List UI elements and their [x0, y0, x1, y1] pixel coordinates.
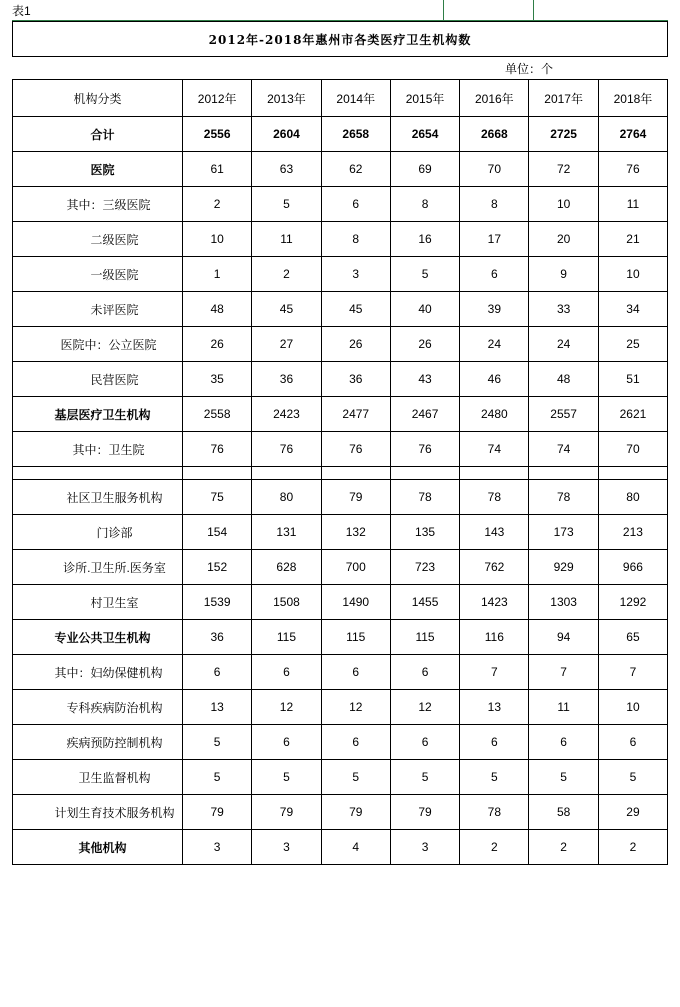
row-value: 11 [252, 222, 321, 257]
column-header-2: 2013年 [252, 80, 321, 117]
row-value: 26 [183, 327, 252, 362]
row-value: 2 [252, 257, 321, 292]
row-label: 门诊部 [13, 515, 183, 550]
row-value: 1539 [183, 585, 252, 620]
row-value: 1303 [529, 585, 598, 620]
row-value: 966 [598, 550, 667, 585]
row-value: 2558 [183, 397, 252, 432]
row-value: 80 [252, 480, 321, 515]
row-value: 6 [390, 725, 459, 760]
row-value: 76 [390, 432, 459, 467]
row-value: 5 [598, 760, 667, 795]
row-value: 12 [390, 690, 459, 725]
row-value: 5 [183, 725, 252, 760]
row-label: 医院中：公立医院 [13, 327, 183, 362]
row-value: 2556 [183, 117, 252, 152]
column-header-4: 2015年 [390, 80, 459, 117]
row-value: 154 [183, 515, 252, 550]
table-row [13, 222, 668, 257]
table-row [13, 327, 668, 362]
row-value: 6 [390, 655, 459, 690]
row-label: 村卫生室 [13, 585, 183, 620]
row-label: 一级医院 [13, 257, 183, 292]
row-label: 计划生育技术服务机构 [13, 795, 183, 830]
unit-row-spacer [13, 57, 460, 80]
row-label: 其中：卫生院 [13, 432, 183, 467]
table-row [13, 117, 668, 152]
row-value: 2764 [598, 117, 667, 152]
row-value: 1423 [460, 585, 529, 620]
row-value: 24 [529, 327, 598, 362]
row-value: 10 [183, 222, 252, 257]
row-value: 2467 [390, 397, 459, 432]
row-value: 4 [321, 830, 390, 865]
row-value: 5 [390, 257, 459, 292]
row-value: 10 [598, 257, 667, 292]
table-row [13, 292, 668, 327]
row-value: 94 [529, 620, 598, 655]
row-value: 25 [598, 327, 667, 362]
row-value: 16 [390, 222, 459, 257]
row-label: 其中：三级医院 [13, 187, 183, 222]
table-row [13, 655, 668, 690]
row-value: 2477 [321, 397, 390, 432]
row-value: 2654 [390, 117, 459, 152]
row-value: 132 [321, 515, 390, 550]
page-title: 2012年-2018年惠州市各类医疗卫生机构数 [13, 22, 668, 57]
row-value: 6 [321, 187, 390, 222]
column-header-6: 2017年 [529, 80, 598, 117]
row-label: 其中：妇幼保健机构 [13, 655, 183, 690]
spacer-cell [321, 467, 390, 480]
row-label: 合计 [13, 117, 183, 152]
row-value: 48 [183, 292, 252, 327]
spacer-cell [598, 467, 667, 480]
row-value: 74 [529, 432, 598, 467]
row-value: 70 [598, 432, 667, 467]
row-label: 基层医疗卫生机构 [13, 397, 183, 432]
row-value: 2 [529, 830, 598, 865]
row-value: 69 [390, 152, 459, 187]
table-row [13, 152, 668, 187]
spacer-cell [529, 467, 598, 480]
row-value: 5 [390, 760, 459, 795]
unit-label: 单位：个 [504, 61, 553, 76]
row-value: 3 [183, 830, 252, 865]
table-header-row [13, 80, 668, 117]
row-value: 152 [183, 550, 252, 585]
row-value: 8 [460, 187, 529, 222]
row-value: 40 [390, 292, 459, 327]
row-value: 2557 [529, 397, 598, 432]
green-divider-right-tick [533, 0, 534, 21]
row-value: 10 [529, 187, 598, 222]
row-value: 700 [321, 550, 390, 585]
row-value: 5 [460, 760, 529, 795]
column-header-1: 2012年 [183, 80, 252, 117]
row-value: 2621 [598, 397, 667, 432]
row-value: 11 [598, 187, 667, 222]
row-value: 628 [252, 550, 321, 585]
row-value: 7 [460, 655, 529, 690]
row-value: 8 [321, 222, 390, 257]
row-value: 79 [252, 795, 321, 830]
row-value: 24 [460, 327, 529, 362]
table-row [13, 760, 668, 795]
row-value: 65 [598, 620, 667, 655]
row-value: 13 [183, 690, 252, 725]
row-value: 116 [460, 620, 529, 655]
table-row [13, 432, 668, 467]
row-value: 78 [390, 480, 459, 515]
row-label: 民营医院 [13, 362, 183, 397]
spacer-cell [183, 467, 252, 480]
row-value: 6 [321, 725, 390, 760]
table-row [13, 550, 668, 585]
row-label: 专业公共卫生机构 [13, 620, 183, 655]
table-row [13, 480, 668, 515]
table-row [13, 515, 668, 550]
row-value: 75 [183, 480, 252, 515]
row-value: 1490 [321, 585, 390, 620]
row-value: 135 [390, 515, 459, 550]
row-value: 76 [183, 432, 252, 467]
table-row [13, 690, 668, 725]
row-value: 36 [252, 362, 321, 397]
row-value: 2725 [529, 117, 598, 152]
row-value: 76 [598, 152, 667, 187]
column-header-7: 2018年 [598, 80, 667, 117]
row-value: 6 [460, 257, 529, 292]
row-value: 79 [321, 480, 390, 515]
unit-row [13, 57, 668, 80]
row-value: 35 [183, 362, 252, 397]
row-value: 2604 [252, 117, 321, 152]
row-value: 2 [460, 830, 529, 865]
row-value: 143 [460, 515, 529, 550]
row-value: 46 [460, 362, 529, 397]
table-row [13, 257, 668, 292]
row-value: 1 [183, 257, 252, 292]
row-value: 3 [321, 257, 390, 292]
row-value: 11 [529, 690, 598, 725]
row-value: 6 [252, 655, 321, 690]
row-value: 115 [321, 620, 390, 655]
table-row [13, 830, 668, 865]
spacer-cell [13, 467, 183, 480]
row-value: 6 [183, 655, 252, 690]
row-label: 专科疾病防治机构 [13, 690, 183, 725]
row-value: 12 [321, 690, 390, 725]
row-value: 5 [252, 187, 321, 222]
row-value: 72 [529, 152, 598, 187]
row-value: 26 [321, 327, 390, 362]
green-divider-left-tick [443, 0, 444, 21]
row-value: 1292 [598, 585, 667, 620]
row-label: 未评医院 [13, 292, 183, 327]
row-value: 2423 [252, 397, 321, 432]
row-value: 5 [529, 760, 598, 795]
row-value: 7 [529, 655, 598, 690]
row-value: 79 [390, 795, 459, 830]
row-value: 173 [529, 515, 598, 550]
row-value: 12 [252, 690, 321, 725]
table-row [13, 397, 668, 432]
row-value: 48 [529, 362, 598, 397]
row-value: 36 [321, 362, 390, 397]
row-value: 39 [460, 292, 529, 327]
row-value: 76 [252, 432, 321, 467]
table-spacer-row [13, 467, 668, 480]
table-row [13, 620, 668, 655]
row-value: 61 [183, 152, 252, 187]
row-value: 45 [321, 292, 390, 327]
unit-row-spacer-right [598, 57, 667, 80]
row-value: 29 [598, 795, 667, 830]
row-value: 17 [460, 222, 529, 257]
row-value: 74 [460, 432, 529, 467]
row-value: 79 [183, 795, 252, 830]
row-value: 51 [598, 362, 667, 397]
row-value: 2668 [460, 117, 529, 152]
row-value: 78 [460, 795, 529, 830]
row-value: 213 [598, 515, 667, 550]
row-label: 其他机构 [13, 830, 183, 865]
table-row [13, 795, 668, 830]
row-label: 疾病预防控制机构 [13, 725, 183, 760]
table-number-label: 表1 [12, 4, 31, 18]
column-header-0: 机构分类 [13, 80, 183, 117]
spacer-cell [390, 467, 459, 480]
row-value: 21 [598, 222, 667, 257]
row-value: 26 [390, 327, 459, 362]
row-value: 6 [460, 725, 529, 760]
row-value: 10 [598, 690, 667, 725]
table-row [13, 187, 668, 222]
row-value: 33 [529, 292, 598, 327]
row-value: 6 [252, 725, 321, 760]
table-row [13, 362, 668, 397]
row-value: 7 [598, 655, 667, 690]
row-value: 34 [598, 292, 667, 327]
row-value: 3 [252, 830, 321, 865]
row-value: 80 [598, 480, 667, 515]
row-value: 5 [252, 760, 321, 795]
row-value: 13 [460, 690, 529, 725]
column-header-3: 2014年 [321, 80, 390, 117]
row-value: 5 [321, 760, 390, 795]
row-value: 9 [529, 257, 598, 292]
row-value: 2480 [460, 397, 529, 432]
row-value: 2 [183, 187, 252, 222]
row-value: 929 [529, 550, 598, 585]
row-value: 2 [598, 830, 667, 865]
table-body [13, 22, 668, 865]
title-row [13, 22, 668, 57]
row-value: 6 [598, 725, 667, 760]
column-header-5: 2016年 [460, 80, 529, 117]
row-value: 115 [390, 620, 459, 655]
row-value: 79 [321, 795, 390, 830]
row-value: 6 [529, 725, 598, 760]
row-value: 27 [252, 327, 321, 362]
row-label: 社区卫生服务机构 [13, 480, 183, 515]
row-label: 医院 [13, 152, 183, 187]
row-value: 8 [390, 187, 459, 222]
row-value: 58 [529, 795, 598, 830]
table-row [13, 585, 668, 620]
row-value: 131 [252, 515, 321, 550]
row-value: 78 [529, 480, 598, 515]
row-value: 5 [183, 760, 252, 795]
row-value: 43 [390, 362, 459, 397]
table-row [13, 725, 668, 760]
row-value: 62 [321, 152, 390, 187]
row-value: 76 [321, 432, 390, 467]
row-value: 20 [529, 222, 598, 257]
row-value: 723 [390, 550, 459, 585]
row-label: 卫生监督机构 [13, 760, 183, 795]
row-value: 2658 [321, 117, 390, 152]
spacer-cell [460, 467, 529, 480]
spacer-cell [252, 467, 321, 480]
row-value: 6 [321, 655, 390, 690]
row-value: 1508 [252, 585, 321, 620]
row-value: 3 [390, 830, 459, 865]
row-label: 二级医院 [13, 222, 183, 257]
row-value: 115 [252, 620, 321, 655]
row-value: 45 [252, 292, 321, 327]
row-label: 诊所.卫生所.医务室 [13, 550, 183, 585]
row-value: 36 [183, 620, 252, 655]
row-value: 63 [252, 152, 321, 187]
row-value: 70 [460, 152, 529, 187]
row-value: 78 [460, 480, 529, 515]
statistics-table [12, 21, 668, 865]
row-value: 762 [460, 550, 529, 585]
row-value: 1455 [390, 585, 459, 620]
